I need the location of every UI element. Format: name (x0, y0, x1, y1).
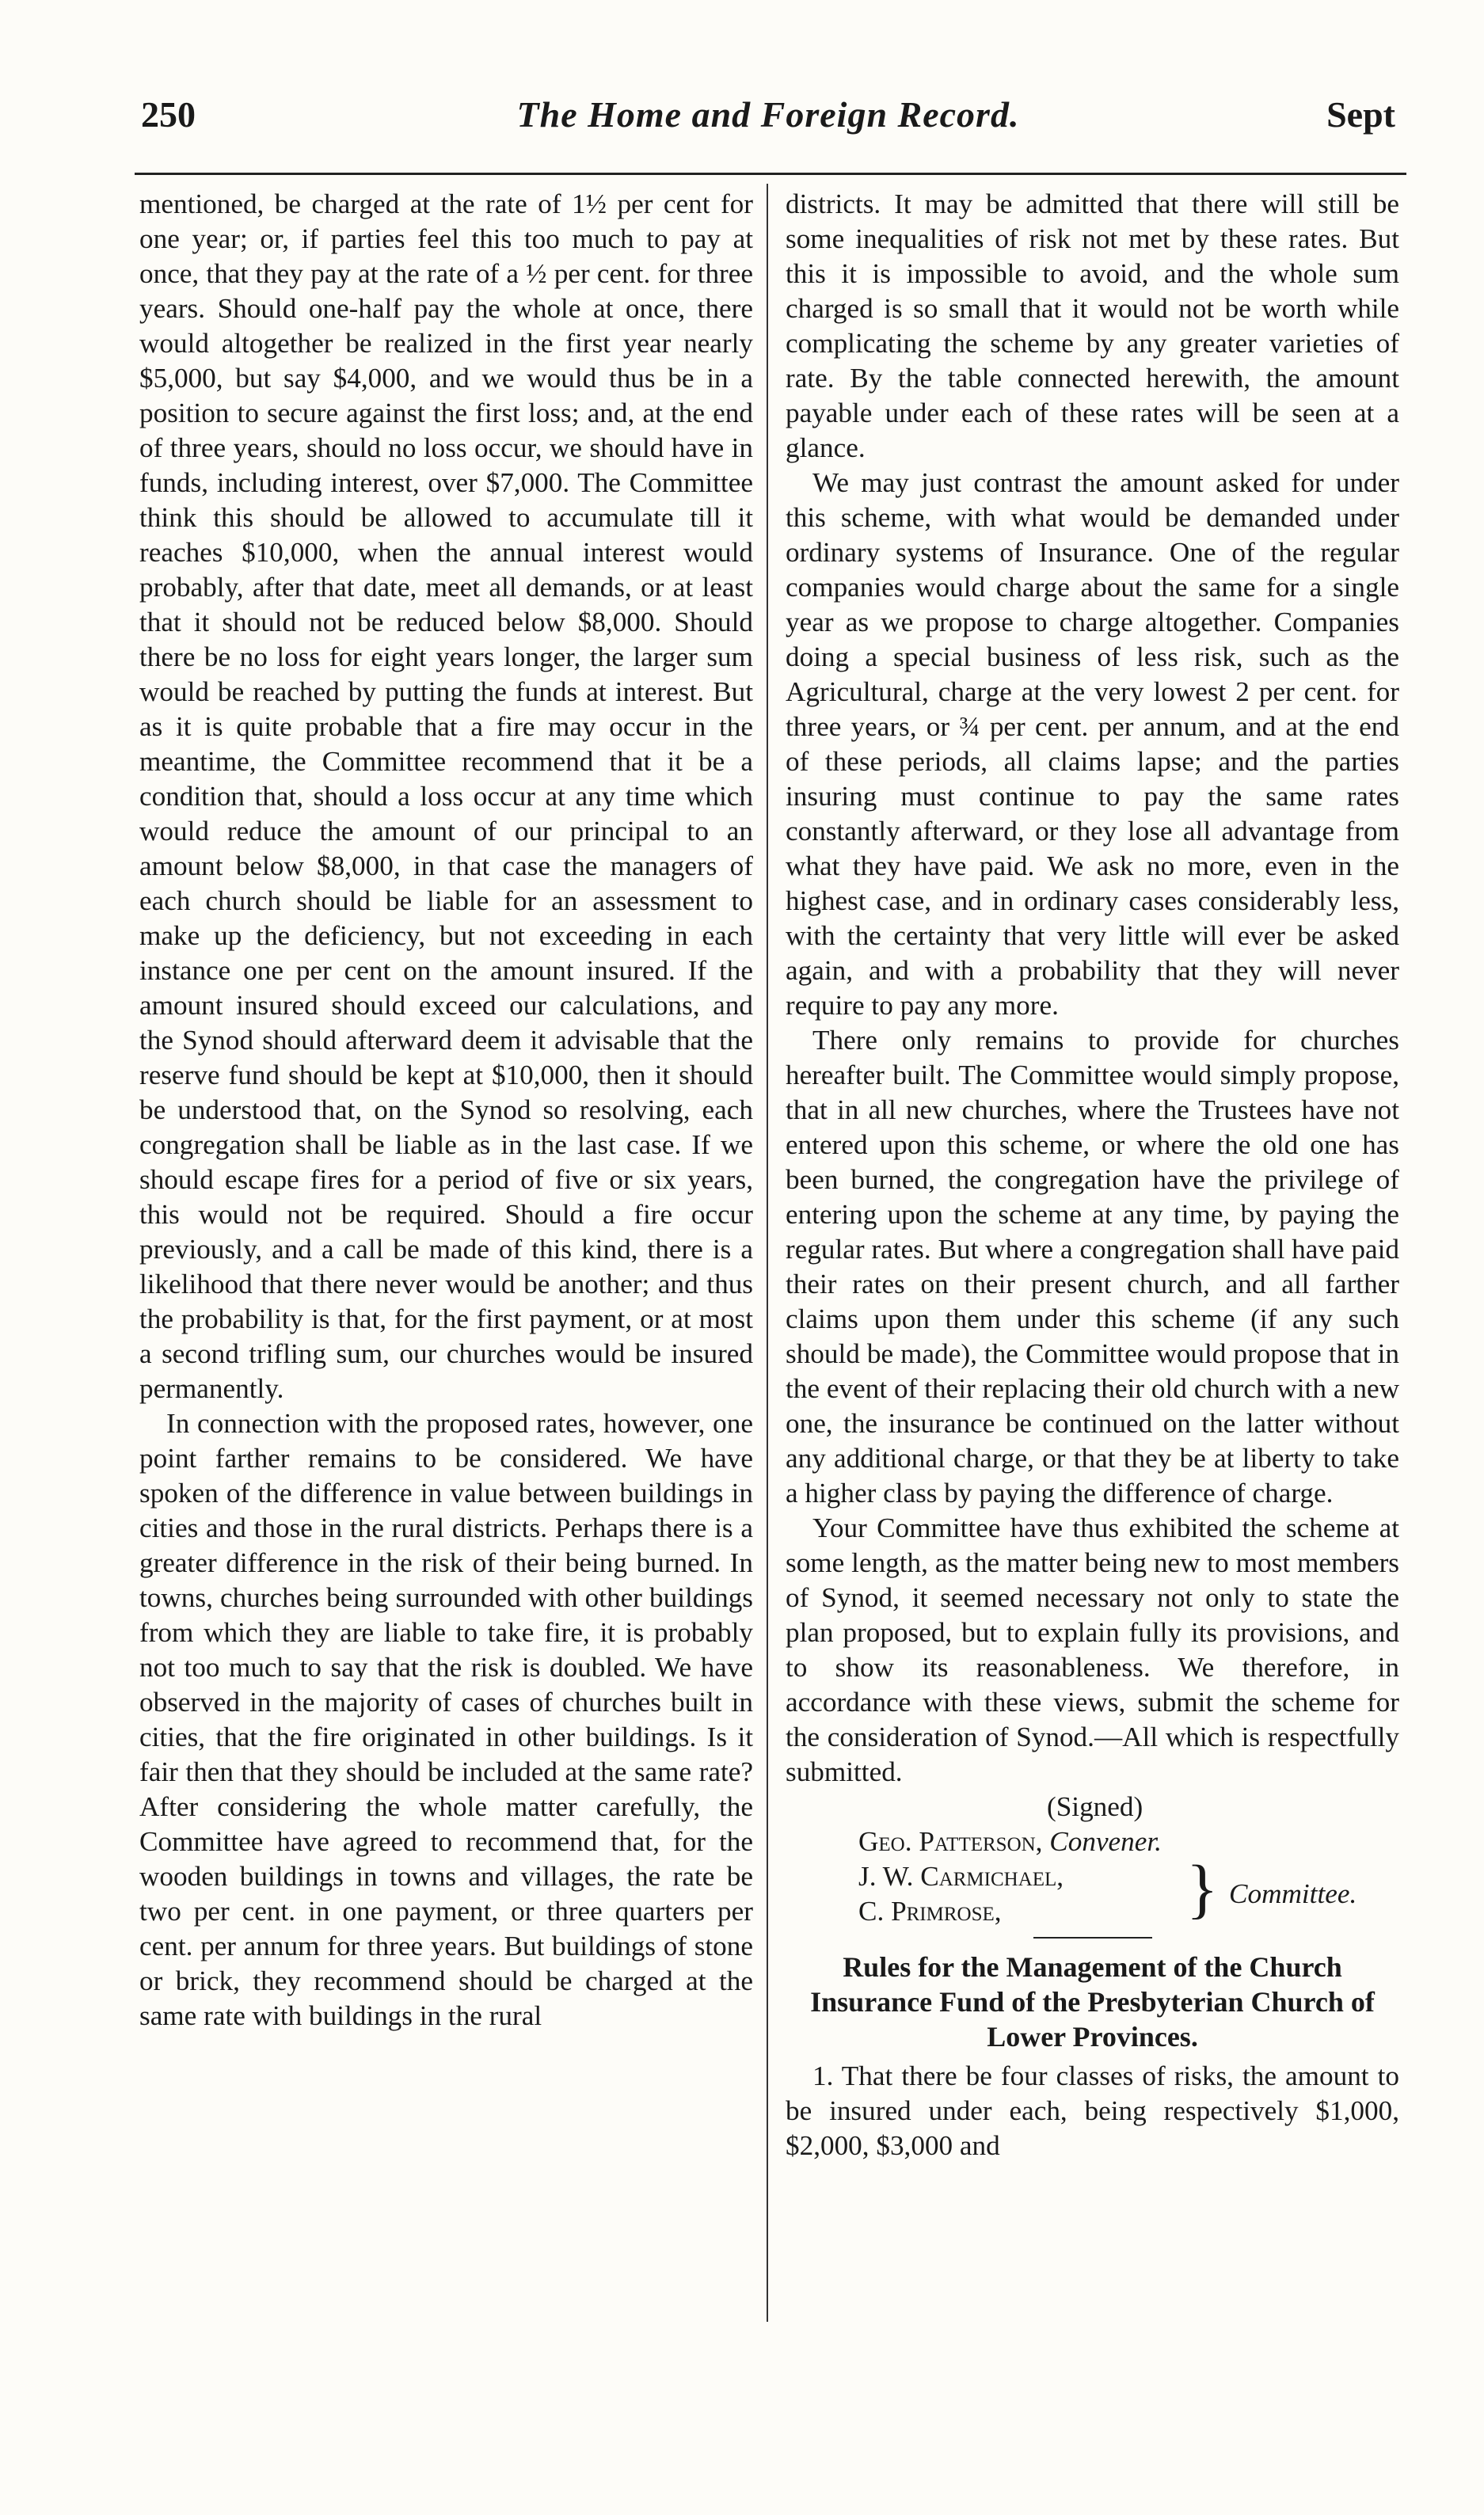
paragraph: 1. That there be four classes of risks, the amount to be insured under each, being respectively $1,000, $2,000, $3,000 and (786, 2060, 1399, 2161)
column-divider (767, 184, 768, 2322)
signer-name: Geo. Patterson, (858, 1826, 1043, 1857)
paragraph: In connection with the proposed rates, however, one point farther remains to be considered. We have spoken of the difference in value between buildings in cities and those in the rural districts. Perhaps there is a greater difference in the risk of their being burned. In towns, churches being surrounded with other buildings from which they are liable to take fire, it is probably not too much to say that the risk is doubled. We have observed in the majority of cases of churches built in cities, that the fire originated in other buildings. Is it fair then that they should be included at the same rate? After considering the whole matter carefully, the Committee have agreed to recommend that, for the wooden buildings in towns and villages, the rate be two per cent. in one payment, or three quarters per cent. per annum for three years. But buildings of stone or brick, they recommend should be charged at the same rate with buildings in the rural (139, 1408, 753, 2031)
committee-signatures (786, 1852, 1399, 1929)
issue-month: Sept (1326, 94, 1395, 135)
committee-label: Committee. (1229, 1878, 1357, 1909)
paragraph: There only remains to provide for churches hereafter built. The Committee would simply propose, that in all new churches, where the Trustees have not entered upon this scheme, or where the old one has been burned, the congregation have the privilege of entering upon the scheme at any time, by paying the regular rates. But where a congregation shall have paid their rates on their present church, and all farther claims upon them under this scheme (if any such should be made), the Committee would propose that in the event of their replacing their old church with a new one, the insurance be continued on the latter without any additional charge, or that they be at liberty to take a higher class by paying the difference of charge. (786, 1025, 1399, 1509)
journal-title: The Home and Foreign Record. (516, 94, 1020, 135)
signature-convener (786, 1824, 1399, 1859)
signer-name: C. Primrose, (858, 1896, 1002, 1927)
section-rule (1033, 1937, 1152, 1939)
right-column (786, 187, 1399, 2163)
signer-name: J. W. Carmichael, (858, 1861, 1064, 1892)
paragraph: districts. It may be admitted that there will still be some inequalities of risk not met by these rates. But this it is impossible to avoid, and the whole sum charged is so small that it would not be worth while complicating the scheme by any greater varieties of rate. By the table connected herewith, the amount payable under each of these rates will be seen at a glance. (786, 188, 1399, 463)
signed-line: (Signed) (1047, 1791, 1143, 1822)
running-header (135, 93, 1402, 149)
paragraph: We may just contrast the amount asked for under this scheme, with what would be demanded under ordinary systems of Insurance. One of the regular companies would charge about the same for a single year as we propose to charge altogether. Companies doing a special business of less risk, such as the Agricultural, charge at the very lowest 2 per cent. for three years, or ¾ per cent. per annum, and at the end of these periods, all claims lapse; and the parties insuring must continue to pay the same rates constantly afterward, or they lose all advantage from what they have paid. We ask no more, even in the highest case, and in ordinary cases considerably less, with the certainty that very little will ever be asked again, and with a probability that they will never require to pay any more. (786, 467, 1399, 1021)
signer-role: Convener. (1049, 1826, 1162, 1857)
paragraph: mentioned, be charged at the rate of 1½ per cent for one year; or, if parties feel this too much to pay at once, that they pay at the rate of a ½ per cent. for three years. Should one-half pay the whole at once, there would altogether be realized in the first year nearly $5,000, but say $4,000, and we would thus be in a position to secure against the first loss; and, at the end of three years, should no loss occur, we should have in funds, including interest, over $7,000. The Committee think this should be allowed to accumulate till it reaches $10,000, when the annual interest would probably, after that date, meet all demands, or at least that it should not be reduced below $8,000. Should there be no loss for eight years longer, the larger sum would be reached by putting the funds at interest. But as it is quite probable that a fire may occur in the meantime, the Committee recommend that it be a condition that, should a loss occur at any time which would reduce the amount of our principal to an amount below $8,000, in that case the managers of each church should be liable for an assessment to make up the deficiency, but not exceeding in each instance one per cent on the amount insured. If the amount insured should exceed our calculations, and the Synod should afterward deem it advisable that the reserve fund should be kept at $10,000, then it should be understood that, on the Synod so resolving, each congregation shall be liable as in the last case. If we should escape fires for a period of five or six years, this would not be required. Should a fire occur previously, and a call be made of this kind, there is a likelihood that there never would be another; and thus the probability is that, for the first payment, or at most a second trifling sum, our churches would be insured permanently. (139, 188, 753, 1404)
paragraph: Your Committee have thus exhibited the scheme at some length, as the matter being new to most members of Synod, it seemed necessary not only to state the plan proposed, but to explain fully its provisions, and to show its reasonableness. We therefore, in accordance with these views, submit the scheme for the consideration of Synod.—All which is respectfully submitted. (786, 1512, 1399, 1787)
brace-glyph: } (1186, 1852, 1219, 1926)
left-column (139, 187, 753, 2034)
section-heading: Rules for the Management of the Church Insurance Fund of the Presbyterian Church of Lower Provinces. (810, 1951, 1375, 2053)
header-rule (135, 173, 1406, 175)
page-number: 250 (141, 94, 196, 135)
